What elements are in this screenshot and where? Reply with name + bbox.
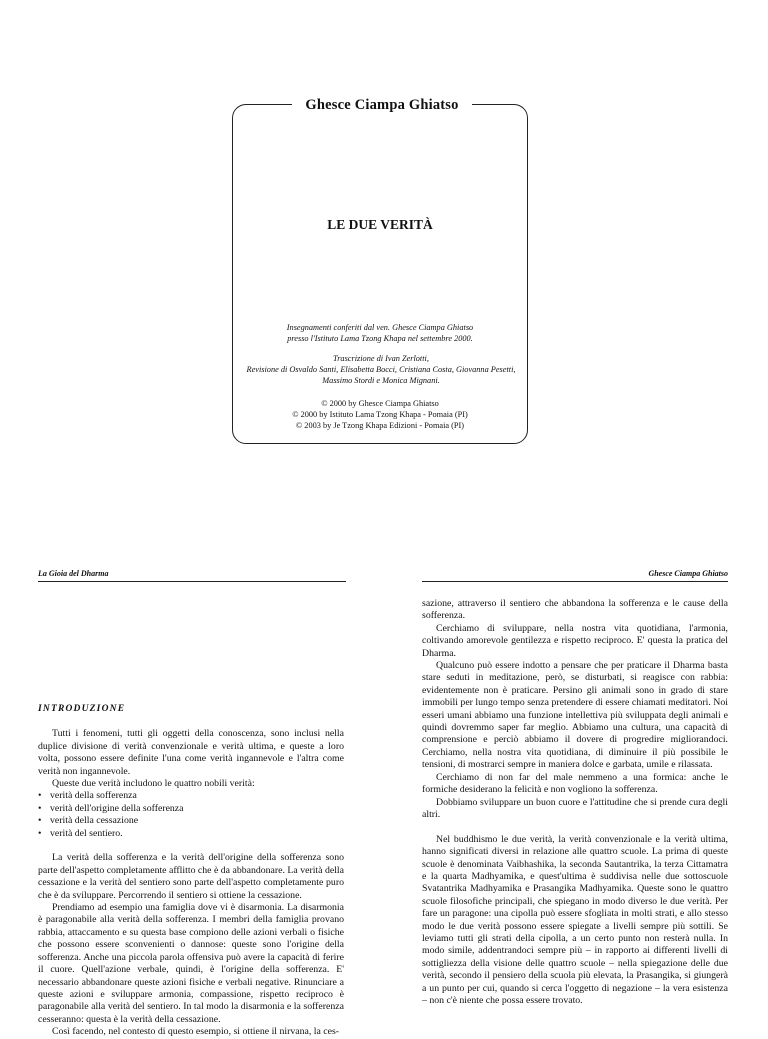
- list-item: • verità del sentiero.: [38, 828, 344, 840]
- paragraph: Prendiamo ad esempio una famiglia dove vi è disarmonia. La disarmonia è paragonabile alla verità della sofferenza. I membri della famiglia provano rabbia, attaccamento e su questa base compiono delle azioni verbali o fisiche che possono essere sconvenienti o dannose: queste sono l'origine della sofferenza. Anche una piccola parola offensiva può avere la capacità di ferire il cuore. Quell'azione verbale, quindi, è l'origine della sofferenza. E' necessario abbandonare queste azioni fisiche e verbali negative. Rinunciare a queste azioni e sviluppare armonia, compassione, rispetto reciproco è paragonabile alla verità del sentiero. In tal modo la disarmonia e la sofferenza cesseranno: questa è la verità della cessazione.: [38, 902, 344, 1025]
- list-item: • verità dell'origine della sofferenza: [38, 803, 344, 815]
- teachings-line: Insegnamenti conferiti dal ven. Ghesce Ciampa Ghiatso: [286, 323, 474, 332]
- cover-author: Ghesce Ciampa Ghiatso: [292, 96, 472, 114]
- paragraph: Qualcuno può essere indotto a pensare che per praticare il Dharma basta stare seduti in meditazione, però, se disturbati, si reagisce con rabbia: evidentemente non è praticare. Persino gli animali sono in grado di stare immobili per lungo tempo senza pretendere di essere chiamati meditatori. Noi esseri umani abbiamo una funzione intellettiva più sviluppata degli animali e quindi dovremmo saper far meglio. Abbiamo una cultura, una capacità di comprensione e perciò abbiamo il dovere di progredire migliorandoci. Cerchiamo, nella nostra vita quotidiana, di diminuire il più possibile le tensioni, di mostrarci sempre in maniera dolce e garbata, umile e rilassata.: [422, 660, 728, 771]
- list-item: • verità della sofferenza: [38, 790, 344, 802]
- paragraph: Nel buddhismo le due verità, la verità convenzionale e la verità ultima, hanno significati diversi in relazione alle quattro scuole. La prima di queste scuole è denominata Vaibhashika, la seconda Sautantrika, la terza Cittamatra e la quarta Madhyamika, e quest'ultima è suddivisa nelle due sottoscuole Svatantrika Madhyamika e Prasangika Madhyamika. Queste sono le quattro scuole filosofiche principali, che spiegano in modo diverso le due verità. Per fare un paragone: una cipolla può essere sfogliata in molti strati, e allo stesso modo le due verità possono essere spiegate a livelli sempre più sottili. Se leviamo tutti gli strati della cipolla, a un certo punto non resterà nulla. In modo simile, addentrandoci sempre più – in rapporto ai differenti livelli di sottigliezza della visione delle quattro scuole – nella spiegazione delle due verità, secondo il pensiero della scuola più elevata, la Prasangika, si giungerà a un punto per cui, quando si cerca l'oggetto di negazione – la vera esistenza – non c'è niente che possa essere trovato.: [422, 833, 728, 1006]
- copyright-line: © 2003 by Je Tzong Khapa Edizioni - Pomaia (PI): [295, 421, 465, 430]
- running-header-right: Ghesce Ciampa Ghiatso: [648, 569, 728, 578]
- section-heading: INTRODUZIONE: [38, 704, 126, 714]
- paragraph: Tutti i fenomeni, tutti gli oggetti della conoscenza, sono inclusi nella duplice divisione di verità convenzionale e verità ultima, e queste a loro volta, possono essere definite l'una come verità ingannevole e l'altra come verità non ingannevole.: [38, 728, 344, 777]
- teachings-info: [232, 322, 528, 344]
- copyright-line: © 2000 by Ghesce Ciampa Ghiatso: [321, 399, 439, 408]
- paragraph: Dobbiamo sviluppare un buon cuore e l'attitudine che si prende cura degli altri.: [422, 796, 728, 820]
- right-page-text: [422, 598, 728, 1007]
- copyright-line: © 2000 by Istituto Lama Tzong Khapa - Pomaia (PI): [292, 410, 468, 419]
- paragraph: Cerchiamo di sviluppare, nella nostra vita quotidiana, l'armonia, coltivando amorevole gentilezza e rispetto reciproco. E' questa la pratica del Dharma.: [422, 622, 728, 659]
- running-header-left: La Gioia del Dharma: [38, 569, 109, 578]
- credits-line: Revisione di Osvaldo Santi, Elisabetta Bocci, Cristiana Costa, Giovanna Pesetti,: [246, 365, 516, 374]
- credits-line: Massimo Stordi e Monica Mignani.: [322, 376, 440, 385]
- truths-list: [38, 790, 344, 840]
- list-item: • verità della cessazione: [38, 815, 344, 827]
- transcription-credits: [240, 353, 522, 386]
- paragraph: sazione, attraverso il sentiero che abbandona la sofferenza e le cause della sofferenza.: [422, 598, 728, 622]
- paragraph: Queste due verità includono le quattro nobili verità:: [52, 778, 255, 790]
- credits-line: Trascrizione di Ivan Zerlotti,: [333, 354, 429, 363]
- left-page-text: [38, 703, 344, 1039]
- teachings-line: presso l'Istituto Lama Tzong Khapa nel settembre 2000.: [287, 334, 473, 343]
- paragraph: La verità della sofferenza e la verità dell'origine della sofferenza sono parte dell'aspetto completamente afflitto che è da abbandonare. La verità della cessazione e la verità del sentiero sono parte dell'aspetto completamente puro che è da sviluppare. Percorrendo il sentiero si ottiene la cessazione.: [38, 852, 344, 901]
- copyright-block: [232, 398, 528, 431]
- paragraph: Cerchiamo di non far del male nemmeno a una formica: anche le formiche desiderano la felicità e non vogliono la sofferenza.: [422, 771, 728, 796]
- cover-title: LE DUE VERITÀ: [327, 217, 433, 232]
- header-rule-left: [38, 581, 346, 582]
- cover-frame: [232, 104, 528, 444]
- paragraph: Così facendo, nel contesto di questo esempio, si ottiene il nirvana, la ces-: [52, 1026, 340, 1038]
- header-rule-right: [422, 581, 728, 582]
